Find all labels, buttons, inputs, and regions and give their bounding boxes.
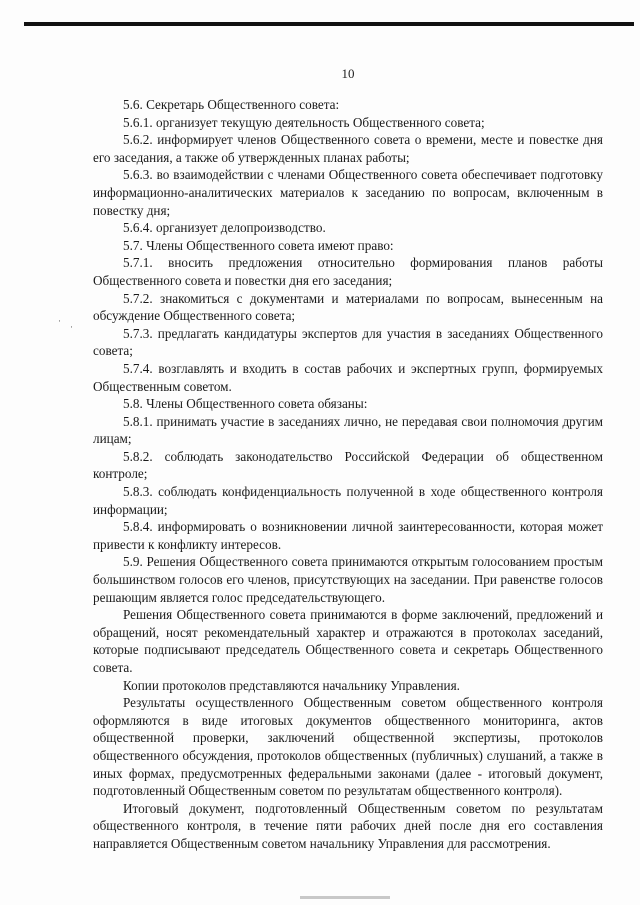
page-top-border [24,22,634,26]
section-5-7-heading: 5.7. Члены Общественного совета имеют право: [123,237,394,253]
results-paragraph: Результаты осуществленного Общественным советом общественного контроля оформляются в виде итоговых документов общественного мониторинга, актов общественной проверки, заключений общественной экспертизы, протоколов общественного обсуждения, протоколов общественных (публичных) слушаний, а также в иных формах, предусмотренных федеральными законами (далее - итоговый документ, подготовленный Общественным советом по результатам общественного контроля). [93,695,603,799]
clause-5-7-2: 5.7.2. знакомиться с документами и материалами по вопросам, вынесенным на обсуждение Общественного совета; [93,290,603,324]
section-5-6-heading: 5.6. Секретарь Общественного совета: [123,97,340,112]
scan-speck-mark: · [70,322,73,332]
page-number: 10 [341,66,355,81]
clause-5-8-3: 5.8.3. соблюдать конфиденциальность полученной в ходе общественного контроля информации; [93,484,603,517]
clause-5-6-1: 5.6.1. организует текущую деятельность Общественного совета; [123,114,485,130]
clause-5-8-2: 5.8.2. соблюдать законодательство Российской Федерации об общественном контроле; [93,448,603,482]
clause-5-6-4: 5.6.4. организует делопроизводство. [123,220,326,236]
scan-speck-mark: · [58,316,61,326]
clause-5-7-1: 5.7.1. вносить предложения относительно формирования планов работы Общественного совета и повестки дня его заседания; [93,255,603,288]
section-5-9: 5.9. Решения Общественного совета принимаются открытым голосованием простым большинством голосов его членов, присутствующих на заседании. При равенстве голосов решающим является голос председательствующего. [93,554,603,605]
decisions-paragraph: Решения Общественного совета принимаются в форме заключений, предложений и обращений, носят рекомендательный характер и отражаются в протоколах заседаний, которые подписывают председатель Общественного совета и секретарь Общественного совета. [93,607,603,675]
clause-5-7-4: 5.7.4. возглавлять и входить в состав рабочих и экспертных групп, формируемых Общественным советом. [93,360,603,394]
clause-5-7-3: 5.7.3. предлагать кандидатуры экспертов для участия в заседаниях Общественного совета; [93,325,603,359]
clause-5-6-2: 5.6.2. информирует членов Общественного совета о времени, месте и повестке дня его заседания, а также об утвержденных планах работы; [93,132,603,165]
protocol-copies-paragraph: Копии протоколов представляются начальнику Управления. [123,677,460,693]
clause-5-6-3: 5.6.3. во взаимодействии с членами Общественного совета обеспечивает подготовку информационно-аналитических материалов к заседанию по вопросам, включенным в повестку дня; [93,167,603,218]
clause-5-8-4: 5.8.4. информировать о возникновении личной заинтересованности, которая может привести к конфликту интересов. [93,519,603,552]
clause-5-8-1: 5.8.1. принимать участие в заседаниях лично, не передавая свои полномочия другим лицам; [93,413,603,447]
scan-bottom-smudge [300,896,390,899]
section-5-8-heading: 5.8. Члены Общественного совета обязаны: [123,396,368,412]
document-body [93,96,603,853]
final-document-paragraph: Итоговый документ, подготовленный Общественным советом по результатам общественного контроля, в течение пяти рабочих дней после дня его составления направляется Общественным советом начальнику Управления для рассмотрения. [93,800,603,851]
